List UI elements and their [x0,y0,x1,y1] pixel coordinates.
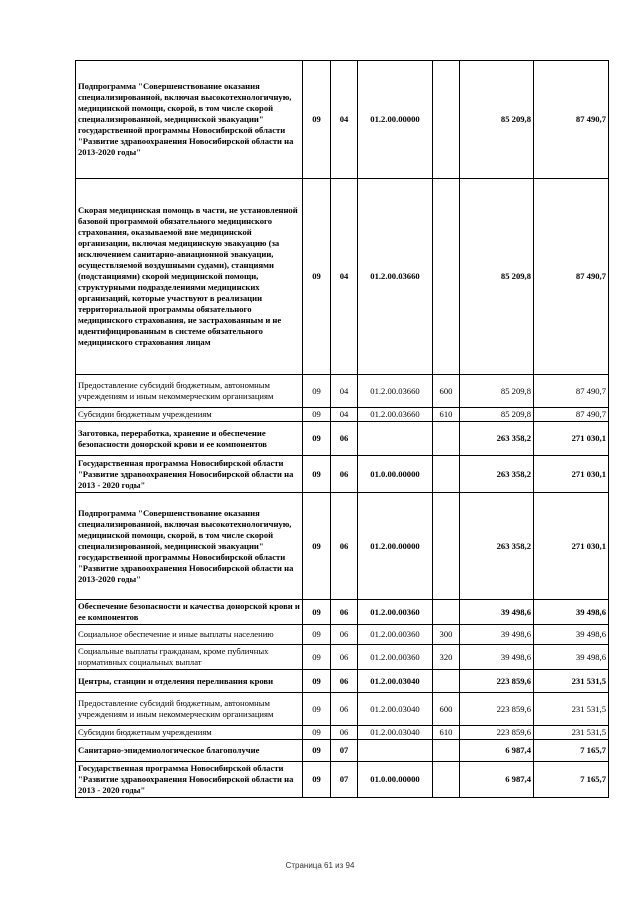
row-name-cell: Социальное обеспечение и иные выплаты населению [76,625,303,645]
row-amount-year1: 263 358,2 [460,456,534,493]
row-amount-year1: 39 498,6 [460,645,534,670]
table-row [76,375,609,408]
row-expense-type-code: 320 [433,645,460,670]
row-expense-type-code [433,762,460,798]
row-section-code: 09 [303,600,331,625]
row-section-code: 09 [303,456,331,493]
row-amount-year1: 85 209,8 [460,375,534,408]
row-subsection-code: 07 [331,762,358,798]
table-row [76,422,609,456]
row-target-article-code: 01.2.00.00000 [358,493,433,600]
row-amount-year1: 223 859,6 [460,693,534,726]
row-subsection-code: 04 [331,408,358,422]
row-expense-type-code [433,670,460,693]
table-row [76,456,609,493]
table-row [76,625,609,645]
row-amount-year2: 271 030,1 [534,493,609,600]
row-amount-year1: 263 358,2 [460,422,534,456]
row-amount-year1: 85 209,8 [460,408,534,422]
table-row [76,762,609,798]
row-subsection-code: 06 [331,493,358,600]
row-amount-year2: 39 498,6 [534,645,609,670]
row-amount-year1: 223 859,6 [460,670,534,693]
page-footer: Страница 61 из 94 [285,861,355,870]
row-name-cell: Социальные выплаты гражданам, кроме публичных нормативных социальных выплат [76,645,303,670]
row-expense-type-code [433,740,460,762]
row-name-cell: Субсидии бюджетным учреждениям [76,726,303,740]
row-section-code: 09 [303,670,331,693]
row-subsection-code: 06 [331,645,358,670]
table-row [76,600,609,625]
row-amount-year2: 87 490,7 [534,375,609,408]
row-amount-year2: 271 030,1 [534,456,609,493]
row-amount-year2: 231 531,5 [534,726,609,740]
row-section-code: 09 [303,422,331,456]
row-name-cell: Санитарно-эпидемиологическое благополучие [76,740,303,762]
row-name-cell: Предоставление субсидий бюджетным, автономным учреждениям и иным некоммерческим организациям [76,693,303,726]
row-amount-year2: 231 531,5 [534,670,609,693]
row-target-article-code: 01.2.00.00000 [358,61,433,179]
row-section-code: 09 [303,762,331,798]
row-amount-year2: 39 498,6 [534,600,609,625]
row-target-article-code: 01.0.00.00000 [358,456,433,493]
row-name-cell: Подпрограмма "Совершенствование оказания специализированной, включая высокотехнологичную, медицинской помощи, скорой, в том числе скорой специализированной, медицинской эвакуации" государственной программы Новосибирской области "Развитие здравоохранения Новосибирской области на 2013-2020 годы" [76,61,303,179]
row-amount-year2: 87 490,7 [534,179,609,375]
row-amount-year1: 85 209,8 [460,61,534,179]
row-target-article-code: 01.0.00.00000 [358,762,433,798]
row-target-article-code: 01.2.00.03660 [358,179,433,375]
table-row [76,670,609,693]
row-name-cell: Субсидии бюджетным учреждениям [76,408,303,422]
row-section-code: 09 [303,493,331,600]
row-expense-type-code: 610 [433,408,460,422]
row-section-code: 09 [303,740,331,762]
row-amount-year1: 263 358,2 [460,493,534,600]
row-subsection-code: 06 [331,670,358,693]
row-section-code: 09 [303,726,331,740]
row-amount-year1: 85 209,8 [460,179,534,375]
row-name-cell: Государственная программа Новосибирской области "Развитие здравоохранения Новосибирской области на 2013 - 2020 годы" [76,456,303,493]
row-target-article-code: 01.2.00.03040 [358,670,433,693]
row-target-article-code: 01.2.00.00360 [358,645,433,670]
row-target-article-code [358,740,433,762]
row-name-cell: Обеспечение безопасности и качества донорской крови и ее компонентов [76,600,303,625]
row-subsection-code: 07 [331,740,358,762]
row-expense-type-code [433,422,460,456]
row-name-cell: Подпрограмма "Совершенствование оказания специализированной, включая высокотехнологичную, медицинской помощи, скорой, в том числе скорой специализированной, медицинской эвакуации" государственной программы Новосибирской области "Развитие здравоохранения Новосибирской области на 2013-2020 годы" [76,493,303,600]
row-amount-year2: 87 490,7 [534,408,609,422]
row-subsection-code: 06 [331,456,358,493]
row-amount-year2: 87 490,7 [534,61,609,179]
table-row [76,645,609,670]
table-row [76,740,609,762]
row-section-code: 09 [303,625,331,645]
row-expense-type-code: 600 [433,693,460,726]
row-section-code: 09 [303,645,331,670]
row-expense-type-code: 610 [433,726,460,740]
table-row [76,693,609,726]
row-target-article-code: 01.2.00.00360 [358,600,433,625]
table-row [76,408,609,422]
row-name-cell: Предоставление субсидий бюджетным, автономным учреждениям и иным некоммерческим организациям [76,375,303,408]
row-expense-type-code [433,456,460,493]
table-row [76,61,609,179]
row-target-article-code: 01.2.00.03040 [358,726,433,740]
row-target-article-code: 01.2.00.03040 [358,693,433,726]
row-amount-year2: 271 030,1 [534,422,609,456]
table-row [76,493,609,600]
row-target-article-code: 01.2.00.03660 [358,375,433,408]
row-name-cell: Заготовка, переработка, хранение и обеспечение безопасности донорской крови и ее компонентов [76,422,303,456]
row-expense-type-code [433,493,460,600]
row-expense-type-code: 600 [433,375,460,408]
row-amount-year1: 39 498,6 [460,625,534,645]
row-amount-year2: 7 165,7 [534,762,609,798]
budget-table [75,60,609,798]
row-amount-year2: 39 498,6 [534,625,609,645]
row-section-code: 09 [303,61,331,179]
row-subsection-code: 04 [331,179,358,375]
row-amount-year2: 231 531,5 [534,693,609,726]
row-section-code: 09 [303,408,331,422]
row-target-article-code: 01.2.00.00360 [358,625,433,645]
row-expense-type-code [433,179,460,375]
row-amount-year2: 7 165,7 [534,740,609,762]
table-row [76,179,609,375]
table-row [76,726,609,740]
row-expense-type-code [433,61,460,179]
row-expense-type-code: 300 [433,625,460,645]
row-subsection-code: 06 [331,625,358,645]
row-section-code: 09 [303,179,331,375]
row-amount-year1: 6 987,4 [460,740,534,762]
row-subsection-code: 06 [331,422,358,456]
row-target-article-code [358,422,433,456]
row-subsection-code: 04 [331,375,358,408]
row-expense-type-code [433,600,460,625]
row-amount-year1: 6 987,4 [460,762,534,798]
row-subsection-code: 06 [331,726,358,740]
row-section-code: 09 [303,693,331,726]
row-subsection-code: 06 [331,600,358,625]
row-name-cell: Скорая медицинская помощь в части, не установленной базовой программой обязательного медицинского страхования, оказываемой вне медицинской организации, включая медицинскую эвакуацию (за исключением санитарно-авиационной эвакуации, осуществляемой воздушными судами), станциями (подстанциями) скорой медицинской помощи, структурными подразделениями медицинских организаций, которые участвуют в реализации территориальной программы обязательного медицинского страхования, не застрахованным и не идентифицированным в системе обязательного медицинского страхования лицам [76,179,303,375]
row-amount-year1: 39 498,6 [460,600,534,625]
table-body [76,61,609,798]
row-target-article-code: 01.2.00.03660 [358,408,433,422]
row-amount-year1: 223 859,6 [460,726,534,740]
row-subsection-code: 04 [331,61,358,179]
row-name-cell: Центры, станции и отделения переливания крови [76,670,303,693]
row-subsection-code: 06 [331,693,358,726]
row-section-code: 09 [303,375,331,408]
row-name-cell: Государственная программа Новосибирской области "Развитие здравоохранения Новосибирской области на 2013 - 2020 годы" [76,762,303,798]
